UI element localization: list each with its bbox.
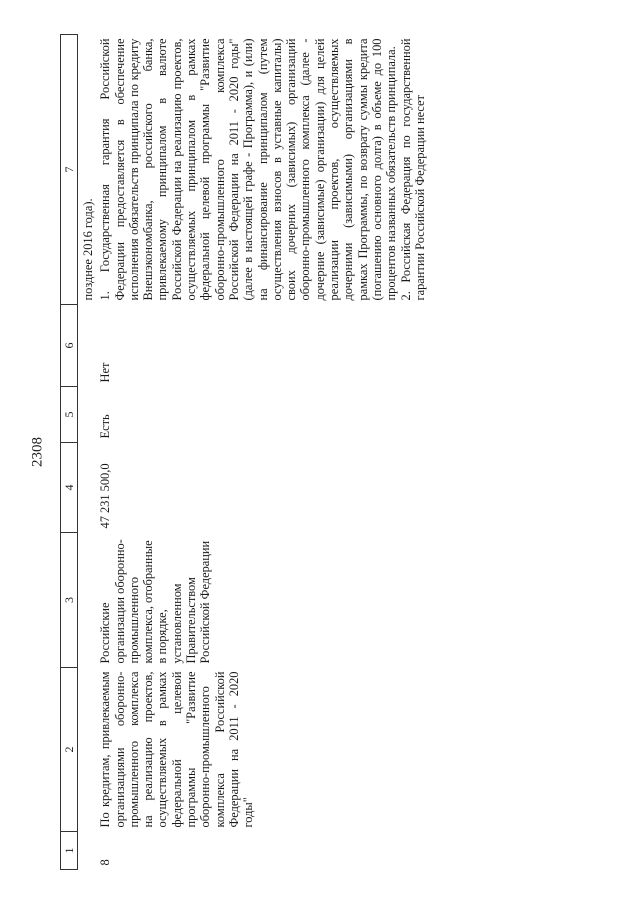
page-number: 2308	[29, 437, 46, 467]
column-header-6: 6	[61, 305, 78, 387]
rotated-page-content	[60, 35, 595, 870]
column-header-2: 2	[61, 668, 78, 832]
column-header-3: 3	[61, 533, 78, 668]
column-header-4: 4	[61, 443, 78, 533]
continuation-text: позднее 2016 года).	[81, 198, 95, 301]
guarantee-amount-cell: 47 231 500,0	[98, 463, 113, 529]
conditions-paragraph-1: 1. Государственная гарантия Российской Федерации предоставляется в обеспечение исполнения обязательств принципала по кредиту Внешэкономбанка, российского банка, привлекаемому принципалом в валюте Российской Федерации на реализацию проектов, осуществляемых принципалом в рамках федеральной целевой программы "Развитие оборонно-промышленного комплекса Российской Федерации на 2011 - 2020 годы" (далее в настоящей графе - Программа), и (или) на финансирование принципалом (путем осуществления взносов в уставные капиталы) своих дочерних (зависимых) организаций оборонно-промышленного комплекса (далее - дочерние (зависимые) организации) для целей реализации проектов, осуществляемых дочерними (зависимыми) организациями в рамках Программы, по возврату суммы кредита (погашению основного долга) в объеме до 100 процентов названных обязательств принципала.	[98, 38, 399, 301]
continuation-row	[78, 35, 96, 870]
principal-category-cell: Российские организации оборонно-промышленного комплекса, отобранные в порядке, установленном Правительством Российской Федерации	[98, 539, 213, 664]
row-number: 8	[98, 859, 113, 866]
column-header-5: 5	[61, 387, 78, 443]
recourse-cell: Есть	[98, 414, 113, 439]
collateral-cell: Нет	[98, 362, 113, 383]
table-row	[95, 35, 427, 870]
column-header-row	[61, 35, 78, 870]
guarantee-table	[60, 34, 427, 870]
conditions-cell	[95, 35, 427, 305]
column-header-7: 7	[61, 35, 78, 305]
conditions-paragraph-2: 2. Российская Федерация по государственной гарантии Российской Федерации несет	[398, 38, 427, 301]
credit-purpose-cell: По кредитам, привлекаемым организациями оборонно-промышленного комплекса на реализацию проектов, осуществляемых в рамках федеральной целевой программы "Развитие оборонно-промышленного комплекса Российской Федерации на 2011 - 2020 годы"	[98, 671, 256, 828]
column-header-1: 1	[61, 832, 78, 870]
